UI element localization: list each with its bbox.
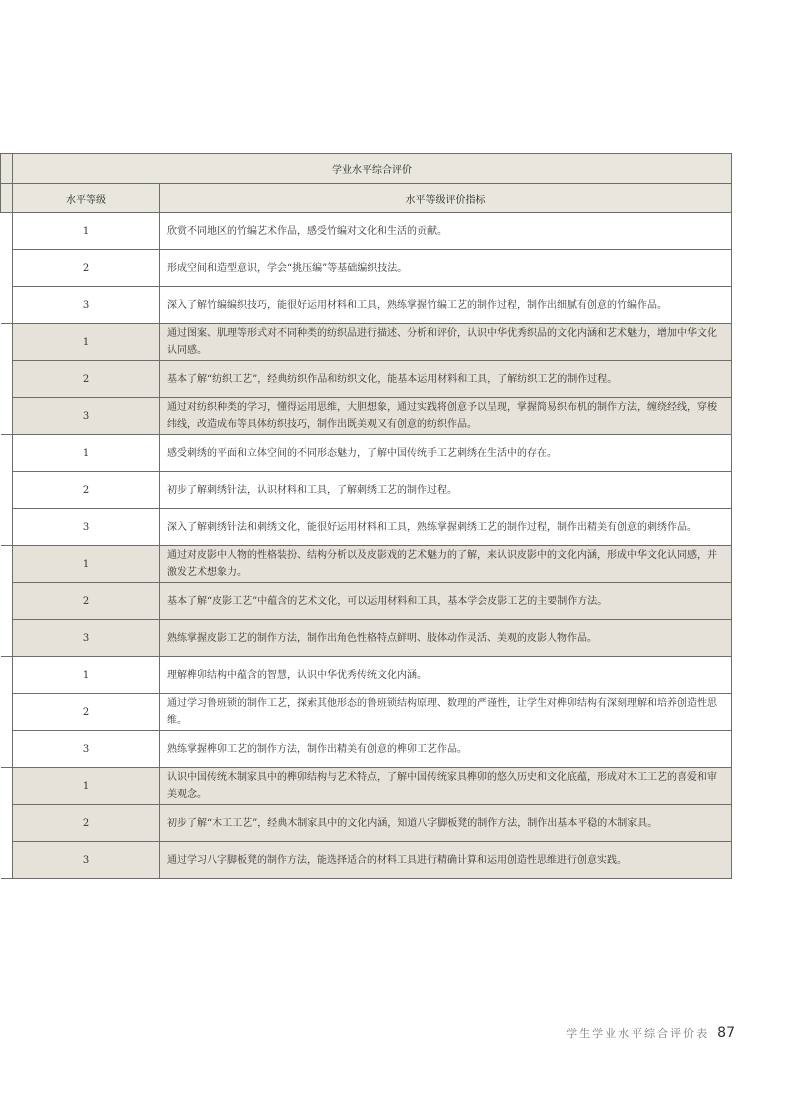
group-label-cell — [1, 435, 13, 472]
table-row — [1, 472, 732, 509]
evaluation-table — [0, 153, 732, 879]
column-header-row — [1, 184, 732, 213]
evaluation-table-wrapper — [0, 153, 731, 879]
level-cell: 2 — [13, 805, 160, 842]
group-label-cell — [1, 657, 13, 694]
table-row — [1, 435, 732, 472]
table-row — [1, 546, 732, 583]
indicator-cell: 深入了解刺绣针法和刺绣文化，能很好运用材料和工具，熟练掌握刺绣工艺的制作过程，制作出精美有创意的刺绣作品。 — [160, 509, 732, 546]
level-cell: 2 — [13, 361, 160, 398]
indicator-cell: 理解榫卯结构中蕴含的智慧，认识中华优秀传统文化内涵。 — [160, 657, 732, 694]
left-header-cell — [1, 154, 13, 184]
indicator-cell: 深入了解竹编编织技巧，能很好运用材料和工具，熟练掌握竹编工艺的制作过程，制作出细腻有创意的竹编作品。 — [160, 287, 732, 324]
table-row — [1, 213, 732, 250]
table-row — [1, 287, 732, 324]
column-header-indicator: 水平等级评价指标 — [160, 184, 732, 213]
indicator-cell: 初步了解刺绣针法，认识材料和工具，了解刺绣工艺的制作过程。 — [160, 472, 732, 509]
group-label-cell — [1, 731, 13, 768]
indicator-cell: 初步了解“木工工艺”，经典木制家具中的文化内涵，知道八字脚板凳的制作方法，制作出基本平稳的木制家具。 — [160, 805, 732, 842]
table-row — [1, 620, 732, 657]
indicator-cell: 形成空间和造型意识，学会“挑压编”等基础编织技法。 — [160, 250, 732, 287]
table-header-row — [1, 154, 732, 184]
table-row — [1, 583, 732, 620]
group-label-cell — [1, 361, 13, 398]
group-label-cell — [1, 398, 13, 435]
indicator-cell: 熟练掌握皮影工艺的制作方法，制作出角色性格特点鲜明、肢体动作灵活、美观的皮影人物作品。 — [160, 620, 732, 657]
indicator-cell: 通过学习鲁班锁的制作工艺，探索其他形态的鲁班锁结构原理、数理的严谨性，让学生对榫卯结构有深刻理解和培养创造性思维。 — [160, 694, 732, 731]
level-cell: 1 — [13, 546, 160, 583]
level-cell: 3 — [13, 509, 160, 546]
table-row — [1, 398, 732, 435]
group-label-cell — [1, 620, 13, 657]
level-cell: 1 — [13, 213, 160, 250]
indicator-cell: 基本了解“皮影工艺”中蕴含的艺术文化，可以运用材料和工具，基本学会皮影工艺的主要制作方法。 — [160, 583, 732, 620]
table-row — [1, 842, 732, 879]
table-row — [1, 805, 732, 842]
group-label-cell — [1, 213, 13, 250]
indicator-cell: 欣赏不同地区的竹编艺术作品，感受竹编对文化和生活的贡献。 — [160, 213, 732, 250]
group-label-cell — [1, 287, 13, 324]
indicator-cell: 通过学习八字脚板凳的制作方法，能选择适合的材料工具进行精确计算和运用创造性思维进行创意实践。 — [160, 842, 732, 879]
table-row — [1, 509, 732, 546]
table-row — [1, 657, 732, 694]
group-label-cell — [1, 324, 13, 361]
table-row — [1, 731, 732, 768]
indicator-cell: 基本了解“纺织工艺”，经典纺织作品和纺织文化，能基本运用材料和工具，了解纺织工艺的制作过程。 — [160, 361, 732, 398]
group-label-cell — [1, 250, 13, 287]
table-row — [1, 694, 732, 731]
level-cell: 2 — [13, 583, 160, 620]
page-number: 87 — [717, 1025, 735, 1041]
footer-title: 学生学业水平综合评价表 — [566, 1027, 710, 1040]
indicator-cell: 熟练掌握榫卯工艺的制作方法，制作出精美有创意的榫卯工艺作品。 — [160, 731, 732, 768]
level-cell: 1 — [13, 657, 160, 694]
indicator-cell: 感受刺绣的平面和立体空间的不同形态魅力，了解中国传统手工艺刺绣在生活中的存在。 — [160, 435, 732, 472]
level-cell: 2 — [13, 694, 160, 731]
column-header-level: 水平等级 — [13, 184, 160, 213]
level-cell: 3 — [13, 287, 160, 324]
group-label-cell — [1, 509, 13, 546]
table-row — [1, 250, 732, 287]
level-cell: 2 — [13, 472, 160, 509]
table-title: 学业水平综合评价 — [13, 154, 732, 184]
page-footer — [560, 1022, 735, 1041]
indicator-cell: 通过对纺织种类的学习，懂得运用思维，大胆想象，通过实践将创意予以呈现，掌握简易织布机的制作方法，缠绕经线，穿梭纬线，改造成布等具体纺织技巧，制作出既美观又有创意的纺织作品。 — [160, 398, 732, 435]
level-cell: 3 — [13, 620, 160, 657]
level-cell: 3 — [13, 731, 160, 768]
group-label-cell — [1, 583, 13, 620]
level-cell: 3 — [13, 842, 160, 879]
table-row — [1, 768, 732, 805]
group-label-cell — [1, 546, 13, 583]
level-cell: 1 — [13, 324, 160, 361]
level-cell: 1 — [13, 435, 160, 472]
group-label-cell — [1, 694, 13, 731]
indicator-cell: 通过图案、肌理等形式对不同种类的纺织品进行描述、分析和评价，认识中华优秀织品的文化内涵和艺术魅力，增加中华文化认同感。 — [160, 324, 732, 361]
group-label-cell — [1, 842, 13, 879]
level-cell: 3 — [13, 398, 160, 435]
group-label-cell — [1, 768, 13, 805]
group-label-cell — [1, 472, 13, 509]
indicator-cell: 通过对皮影中人物的性格装扮、结构分析以及皮影戏的艺术魅力的了解，来认识皮影中的文化内涵，形成中华文化认同感，并激发艺术想象力。 — [160, 546, 732, 583]
group-label-cell — [1, 805, 13, 842]
table-row — [1, 324, 732, 361]
level-cell: 1 — [13, 768, 160, 805]
level-cell: 2 — [13, 250, 160, 287]
left-subheader-cell — [1, 184, 13, 213]
indicator-cell: 认识中国传统木制家具中的榫卯结构与艺术特点，了解中国传统家具榫卯的悠久历史和文化底蕴，形成对木工工艺的喜爱和审美观念。 — [160, 768, 732, 805]
table-row — [1, 361, 732, 398]
